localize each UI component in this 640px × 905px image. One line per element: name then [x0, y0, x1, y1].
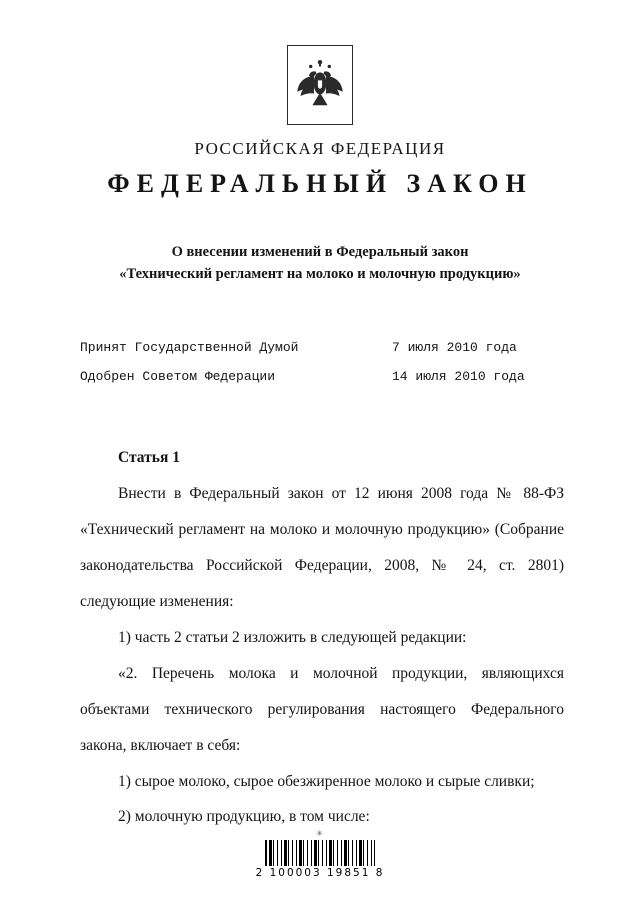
barcode-digits: 2 100003 19851 8 [255, 867, 385, 879]
country-heading: РОССИЙСКАЯ ФЕДЕРАЦИЯ [194, 139, 446, 158]
paragraph: «2. Перечень молока и молочной продукции, являющихся объектами технического регулирования настоящего Федерального закона, включает в себя: [80, 664, 564, 754]
doc-type-heading: ФЕДЕРАЛЬНЫЙ ЗАКОН [107, 169, 533, 198]
document-title [0, 241, 640, 286]
document-title-line1: О внесении изменений в Федеральный закон [171, 244, 469, 260]
paragraph: 1) часть 2 статьи 2 изложить в следующей редакции: [118, 628, 467, 646]
adoption-label: Одобрен Советом Федерации [80, 368, 276, 384]
adoption-date: 7 июля 2010 года [392, 339, 517, 355]
paragraph: 1) сырое молоко, сырое обезжиренное молоко и сырые сливки; [118, 772, 535, 790]
barcode [0, 830, 640, 879]
paragraph: 2) молочную продукцию, в том числе: [118, 808, 370, 826]
coat-of-arms-icon [287, 45, 353, 125]
adoption-row-federation-council [80, 369, 560, 384]
adoption-label: Принят Государственной Думой [80, 339, 299, 355]
adoption-block [80, 340, 560, 384]
document-title-line2: «Технический регламент на молоко и молочную продукцию» [119, 266, 521, 283]
barcode-top-mark-icon: ✳ [316, 829, 324, 838]
paragraph: Внести в Федеральный закон от 12 июня 2008 года № 88-ФЗ «Технический регламент на молоко и молочную продукцию» (Собрание законодательства Российской Федерации, 2008, № 24, ст. 2801) следующие изменения: [80, 484, 564, 610]
document-body [80, 440, 564, 835]
article-heading: Статья 1 [118, 448, 180, 466]
barcode-bars [265, 840, 375, 866]
adoption-row-duma [80, 340, 560, 355]
adoption-date: 14 июля 2010 года [392, 368, 525, 384]
